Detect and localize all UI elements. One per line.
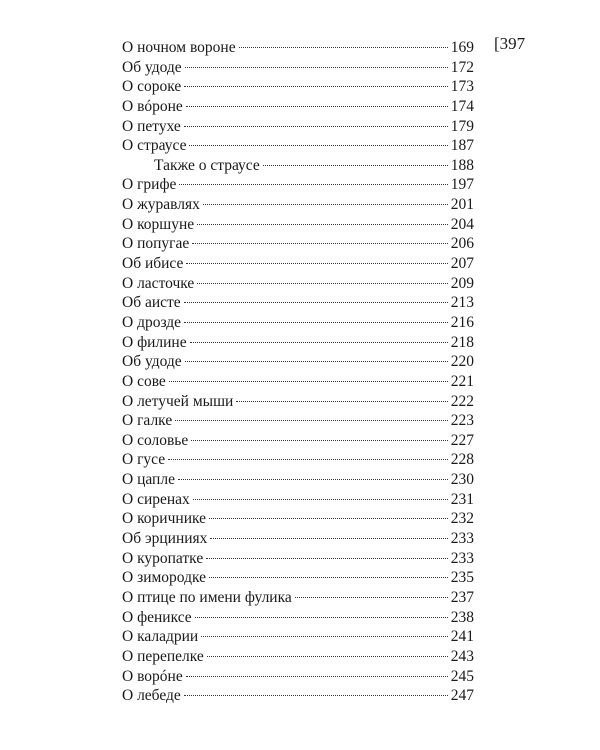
toc-entry-page: 227 bbox=[450, 431, 474, 449]
toc-entry bbox=[122, 175, 474, 195]
dot-leader bbox=[263, 165, 448, 166]
dot-leader bbox=[193, 499, 448, 500]
toc-entry bbox=[122, 38, 474, 58]
dot-leader bbox=[185, 361, 448, 362]
toc-entry bbox=[122, 627, 474, 647]
toc-entry bbox=[122, 647, 474, 667]
dot-leader bbox=[192, 243, 447, 244]
toc-entry-page: 207 bbox=[450, 255, 474, 273]
table-of-contents bbox=[122, 38, 474, 706]
dot-leader bbox=[239, 47, 448, 48]
toc-entry-page: 201 bbox=[450, 196, 474, 214]
toc-entry bbox=[122, 97, 474, 117]
dot-leader bbox=[209, 577, 448, 578]
dot-leader bbox=[207, 656, 448, 657]
toc-entry-title: Об удоде bbox=[122, 58, 182, 76]
toc-entry-title: Об эрциниях bbox=[122, 530, 208, 548]
toc-entry bbox=[122, 58, 474, 78]
toc-entry-page: 233 bbox=[450, 530, 474, 548]
toc-entry bbox=[122, 411, 474, 431]
toc-entry-page: 228 bbox=[450, 451, 474, 469]
dot-leader bbox=[295, 597, 448, 598]
toc-entry bbox=[122, 509, 474, 529]
toc-entry bbox=[122, 450, 474, 470]
toc-entry-title: О страусе bbox=[122, 137, 187, 155]
toc-entry-title: О зимородке bbox=[122, 569, 207, 587]
toc-entry-title: О перепелке bbox=[122, 647, 204, 665]
toc-entry-page: 241 bbox=[450, 628, 474, 646]
toc-entry bbox=[122, 333, 474, 353]
dot-leader bbox=[236, 401, 447, 402]
toc-entry bbox=[122, 313, 474, 333]
dot-leader bbox=[175, 420, 448, 421]
toc-entry bbox=[122, 195, 474, 215]
toc-entry-page: 243 bbox=[450, 647, 474, 665]
dot-leader bbox=[169, 381, 448, 382]
toc-entry bbox=[122, 529, 474, 549]
toc-entry-page: 237 bbox=[450, 588, 474, 606]
toc-entry-title: О куропатке bbox=[122, 549, 204, 567]
dot-leader bbox=[184, 695, 448, 696]
toc-entry-page: 216 bbox=[450, 313, 474, 331]
dot-leader bbox=[189, 145, 447, 146]
dot-leader bbox=[195, 617, 448, 618]
toc-entry-page: 188 bbox=[450, 156, 474, 174]
toc-entry bbox=[122, 136, 474, 156]
dot-leader bbox=[184, 302, 448, 303]
toc-entry-page: 233 bbox=[450, 549, 474, 567]
toc-entry-page: 206 bbox=[450, 235, 474, 253]
toc-entry-page: 222 bbox=[450, 392, 474, 410]
toc-entry-page: 179 bbox=[450, 117, 474, 135]
toc-entry-page: 223 bbox=[450, 412, 474, 430]
toc-entry-title: О коричнике bbox=[122, 510, 207, 528]
dot-leader bbox=[197, 224, 448, 225]
toc-entry-page: 209 bbox=[450, 274, 474, 292]
page-number: [397 bbox=[494, 34, 526, 53]
dot-leader bbox=[184, 86, 448, 87]
toc-entry-title: О грифе bbox=[122, 176, 177, 194]
dot-leader bbox=[191, 440, 448, 441]
toc-entry-title: О филине bbox=[122, 333, 187, 351]
toc-entry-page: 221 bbox=[450, 372, 474, 390]
toc-entry bbox=[122, 156, 474, 176]
dot-leader bbox=[203, 204, 448, 205]
toc-entry-page: 174 bbox=[450, 97, 474, 115]
toc-entry-page: 232 bbox=[450, 510, 474, 528]
toc-entry-title: Об ибисе bbox=[122, 255, 184, 273]
toc-entry-title: О сове bbox=[122, 372, 166, 390]
toc-entry bbox=[122, 686, 474, 706]
toc-entry bbox=[122, 392, 474, 412]
toc-entry-page: 213 bbox=[450, 294, 474, 312]
dot-leader bbox=[210, 538, 447, 539]
toc-entry bbox=[122, 254, 474, 274]
toc-entry-page: 235 bbox=[450, 569, 474, 587]
dot-leader bbox=[184, 126, 448, 127]
toc-entry-title: О галке bbox=[122, 412, 173, 430]
toc-entry-title: О соловье bbox=[122, 431, 189, 449]
toc-entry-page: 169 bbox=[450, 39, 474, 56]
toc-entry bbox=[122, 490, 474, 510]
dot-leader bbox=[186, 676, 448, 677]
toc-entry bbox=[122, 117, 474, 137]
toc-entry bbox=[122, 667, 474, 687]
toc-entry bbox=[122, 293, 474, 313]
toc-entry bbox=[122, 234, 474, 254]
toc-entry-title: О гусе bbox=[122, 451, 166, 469]
toc-entry-page: 245 bbox=[450, 667, 474, 685]
toc-entry-page: 231 bbox=[450, 490, 474, 508]
toc-entry-page: 230 bbox=[450, 471, 474, 489]
toc-entry-title: О сиренах bbox=[122, 490, 190, 508]
dot-leader bbox=[179, 184, 447, 185]
dot-leader bbox=[184, 322, 448, 323]
toc-entry-title: О петухе bbox=[122, 117, 181, 135]
toc-entry-title: Об аисте bbox=[122, 294, 181, 312]
toc-entry-title: О птице по имени фулика bbox=[122, 588, 292, 606]
toc-entry bbox=[122, 568, 474, 588]
dot-leader bbox=[190, 342, 448, 343]
toc-entry bbox=[122, 372, 474, 392]
toc-entry-title: О дрозде bbox=[122, 313, 182, 331]
toc-entry-title: О каладрии bbox=[122, 628, 199, 646]
toc-entry-page: 187 bbox=[450, 137, 474, 155]
toc-entry-title: О летучей мыши bbox=[122, 392, 234, 410]
toc-entry-title: О лебеде bbox=[122, 687, 181, 705]
toc-entry-title: О вóроне bbox=[122, 97, 183, 115]
toc-entry bbox=[122, 352, 474, 372]
toc-entry-title: О фениксе bbox=[122, 608, 192, 626]
toc-entry bbox=[122, 77, 474, 97]
toc-entry-page: 197 bbox=[450, 176, 474, 194]
toc-entry bbox=[122, 431, 474, 451]
toc-entry bbox=[122, 588, 474, 608]
toc-entry bbox=[122, 549, 474, 569]
toc-entry-title: О сороке bbox=[122, 78, 182, 96]
toc-entry-page: 218 bbox=[450, 333, 474, 351]
toc-entry bbox=[122, 215, 474, 235]
toc-entry-title: О ночном вороне bbox=[122, 39, 236, 56]
toc-entry bbox=[122, 608, 474, 628]
toc-entry-title: О ворóне bbox=[122, 667, 183, 685]
toc-entry-title: О цапле bbox=[122, 471, 175, 489]
toc-entry-page: 247 bbox=[450, 687, 474, 705]
toc-entry-title: О попугае bbox=[122, 235, 190, 253]
toc-entry-title: О журавлях bbox=[122, 196, 200, 214]
toc-entry-title: Также о страусе bbox=[154, 156, 260, 174]
dot-leader bbox=[186, 263, 447, 264]
dot-leader bbox=[201, 636, 448, 637]
toc-entry-page: 238 bbox=[450, 608, 474, 626]
toc-entry-page: 204 bbox=[450, 215, 474, 233]
toc-entry-page: 173 bbox=[450, 78, 474, 96]
toc-entry bbox=[122, 470, 474, 490]
dot-leader bbox=[197, 283, 447, 284]
dot-leader bbox=[185, 67, 448, 68]
dot-leader bbox=[206, 558, 448, 559]
toc-entry-title: О коршуне bbox=[122, 215, 195, 233]
dot-leader bbox=[168, 459, 448, 460]
toc-entry-page: 172 bbox=[450, 58, 474, 76]
toc-entry-title: Об удоде bbox=[122, 353, 182, 371]
dot-leader bbox=[209, 518, 448, 519]
toc-entry-page: 220 bbox=[450, 353, 474, 371]
toc-entry-title: О ласточке bbox=[122, 274, 195, 292]
toc-entry bbox=[122, 274, 474, 294]
dot-leader bbox=[186, 106, 448, 107]
dot-leader bbox=[178, 479, 448, 480]
